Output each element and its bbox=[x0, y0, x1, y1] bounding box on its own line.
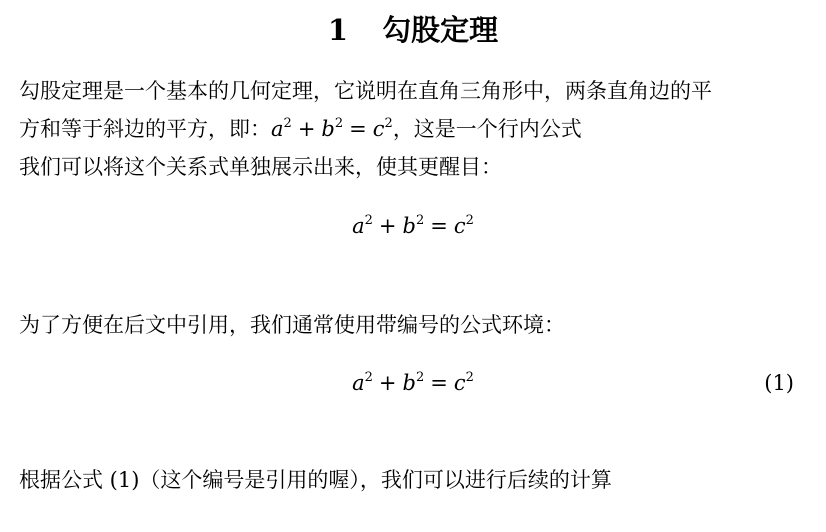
numbered-equation: $a^2 + b^2 = c^2$ bbox=[352, 370, 474, 395]
paragraph-text: 勾股定理是一个基本的几何定理，它说明在直角三角形中，两条直角边的平 bbox=[19, 79, 712, 103]
display-formula: $a^2 + b^2 = c^2$ bbox=[352, 213, 474, 238]
equation-number: (1) bbox=[764, 371, 794, 395]
section-heading bbox=[0, 10, 826, 50]
paragraph-line bbox=[19, 110, 809, 148]
paragraph-text: 我们可以将这个关系式单独展示出来，使其更醒目： bbox=[19, 155, 502, 179]
section-number: 1 bbox=[327, 13, 349, 47]
paragraph-line bbox=[19, 461, 809, 499]
paragraph-text: ，这是一个行内公式 bbox=[392, 117, 582, 141]
section-title: 勾股定理 bbox=[382, 13, 499, 47]
paragraph-line bbox=[19, 148, 809, 186]
paragraph-text: 方和等于斜边的平方，即： bbox=[19, 117, 271, 141]
inline-formula: $a^2 + b^2 = c^2$ bbox=[271, 116, 393, 141]
paragraph-text: 为了方便在后文中引用，我们通常使用带编号的公式环境： bbox=[19, 313, 565, 337]
paragraph-text: 根据公式 (1)（这个编号是引用的喔），我们可以进行后续的计算 bbox=[19, 468, 612, 492]
paragraph-line bbox=[19, 72, 809, 110]
paragraph-line bbox=[19, 306, 809, 344]
